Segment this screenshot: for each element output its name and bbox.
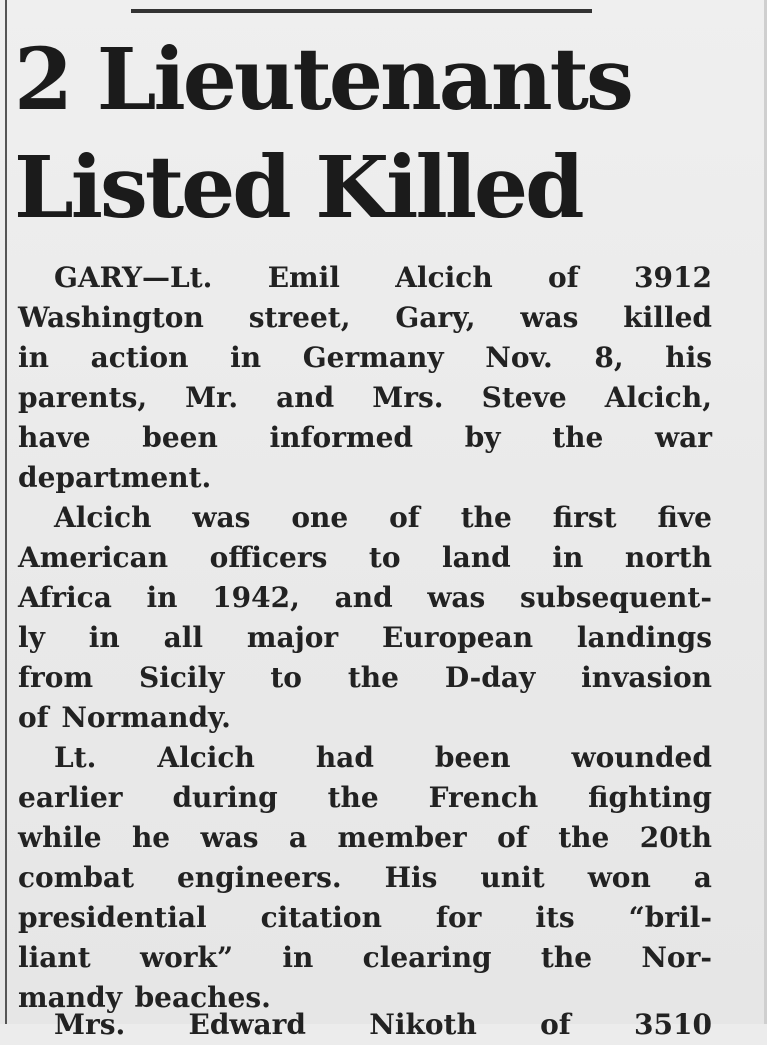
word: beaches. [134,981,271,1014]
word: member [337,821,467,854]
article-line [18,458,712,498]
word: was [192,501,251,534]
word: won [587,861,651,894]
word: a [288,821,308,854]
word: its [535,901,575,934]
article-line [18,378,712,418]
word: and [276,381,335,414]
word: French [428,781,539,814]
word: in [230,341,262,374]
word: Alcich [54,501,152,534]
word: in [282,941,314,974]
word: he [131,821,171,854]
word: war [655,421,712,454]
word: Gary, [395,301,476,334]
word: the [558,821,610,854]
word: first [552,501,617,534]
word: had [315,741,374,774]
word: informed [269,421,414,454]
word: Alcich [395,261,493,294]
word: been [142,421,218,454]
article-body [18,258,712,1018]
word: ly [18,621,45,654]
word: Mrs. [54,1008,126,1041]
word: been [434,741,511,774]
word: Alcich, [604,381,712,414]
word: combat [18,861,135,894]
word: invasion [581,661,712,694]
word: in [88,621,120,654]
word: Washington [18,301,204,334]
word: 3510 [634,1008,712,1041]
word: for [435,901,482,934]
word: to [368,541,401,574]
word: presidential [18,901,207,934]
word: Steve [481,381,567,414]
word: land [442,541,511,574]
word: of [540,1008,571,1041]
article-line [18,258,712,298]
word: parents, [18,381,148,414]
word: work” [140,941,234,974]
word: of [548,261,579,294]
word: was [520,301,579,334]
word: all [163,621,204,654]
word: action [90,341,189,374]
word: the [347,661,399,694]
word: north [624,541,712,574]
article-line [18,578,712,618]
article-line [18,858,712,898]
word: of [497,821,528,854]
column-rule-left [5,0,7,1024]
word: Mr. [185,381,239,414]
word: while [18,821,102,854]
article-line [18,898,712,938]
word: department. [18,461,212,494]
word: officers [209,541,328,574]
truncated-next-line [18,1005,712,1045]
word: was [200,821,259,854]
word: Africa [18,581,112,614]
headline-line-1: 2 Lieutenants [14,30,631,130]
article-line [18,538,712,578]
word: liant [18,941,91,974]
word: was [427,581,486,614]
word: clearing [362,941,492,974]
word: landings [576,621,712,654]
article-line [18,938,712,978]
word: in [146,581,178,614]
headline-line-2: Listed Killed [14,138,582,238]
article-line [18,298,712,338]
word: subsequent- [520,581,712,614]
article-line [18,658,712,698]
word: Emil [267,261,340,294]
word: 3912 [634,261,712,294]
word: killed [623,301,712,334]
word: mandy [18,981,122,1014]
word: of [18,701,49,734]
word: earlier [18,781,123,814]
word: five [657,501,712,534]
word: His [384,861,438,894]
word: to [270,661,302,694]
word: fighting [588,781,712,814]
word: street, [248,301,351,334]
word: Nor- [641,941,712,974]
article-line [18,498,712,538]
word: Nikoth [369,1008,477,1041]
article-line [18,418,712,458]
word: D-day [444,661,536,694]
word: the [552,421,604,454]
word: the [327,781,379,814]
word: one [291,501,349,534]
word: in [552,541,584,574]
word: Sicily [139,661,225,694]
word: 20th [639,821,712,854]
word: Nov. [485,341,553,374]
word: have [18,421,91,454]
headline-top-rule [131,9,592,13]
word: and [334,581,393,614]
word: Lt. [54,741,97,774]
word: engineers. [176,861,342,894]
word: Alcich [157,741,255,774]
word: the [460,501,512,534]
word: Mrs. [372,381,444,414]
word: of [389,501,420,534]
article-line [18,778,712,818]
word: major [246,621,339,654]
article-line [18,618,712,658]
word: “bril- [628,901,712,934]
word: GARY—Lt. [54,261,213,294]
word: in [18,341,49,374]
word: during [172,781,278,814]
word: European [382,621,534,654]
word: 1942, [212,581,300,614]
article-line [18,338,712,378]
word: Germany [302,341,444,374]
word: his [665,341,712,374]
word: by [464,421,501,454]
word: Normandy. [61,701,231,734]
word: from [18,661,94,694]
word: citation [260,901,382,934]
word: 8, [594,341,624,374]
article-line [18,698,712,738]
word: the [540,941,593,974]
headline [14,26,631,242]
word: American [18,541,169,574]
word: wounded [571,741,712,774]
article-line [18,738,712,778]
word: unit [480,861,545,894]
word: Edward [188,1008,306,1041]
article-line [18,818,712,858]
word: a [693,861,712,894]
